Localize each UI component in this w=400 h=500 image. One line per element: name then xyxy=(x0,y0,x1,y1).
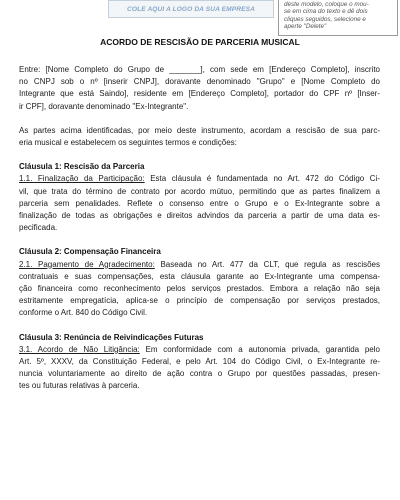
clause-3 xyxy=(19,332,380,393)
paragraph-line xyxy=(19,173,380,185)
logo-placeholder xyxy=(108,0,274,18)
instruction-note-line: se em cima do texto e dê dois xyxy=(284,8,368,16)
subclause-text: Em conformidade com a autonomia privada, garantida pelo xyxy=(139,344,380,354)
clause-heading: Cláusula 1: Rescisão da Parceria xyxy=(19,162,145,172)
clause-1 xyxy=(19,161,380,234)
subclause-label: 2.1. Pagamento de Agradecimento: xyxy=(19,259,155,269)
paragraph-line: conforme o Art. 840 do Código Civil. xyxy=(19,308,148,318)
clause-heading: Cláusula 2: Compensação Financeira xyxy=(19,247,161,257)
paragraph-line xyxy=(19,259,380,271)
paragraph-line: no CNPJ sob o nº [inserir CNPJ], doravante denominado "Grupo" e [Nome Completo do xyxy=(19,77,380,87)
paragraph-line: Entre: [Nome Completo do Grupo de _______], com sede em [Endereço Completo], inscrito xyxy=(19,65,380,74)
paragraph-line: parceria sem penalidades. Reflete o consenso entre o Grupo e o Ex-Integrante sobre a xyxy=(19,198,380,208)
subclause-text: Baseada no Art. 477 da CLT, que regula as rescisões xyxy=(154,259,381,269)
subclause-text: Esta cláusula é fundamentada no Art. 472 do Código Ci- xyxy=(144,174,380,184)
paragraph-line: finalização de todas as obrigações e direitos advindos da parceria a partir de uma data es- xyxy=(19,211,380,221)
instruction-note xyxy=(278,0,398,36)
clause-text xyxy=(19,344,380,393)
paragraph-line: ir CPF], doravante denominado "Ex-Integrante". xyxy=(19,101,189,111)
clause-text xyxy=(19,259,380,320)
instruction-note-line: cliques seguidos, selecione e xyxy=(284,15,366,23)
agreement-paragraph xyxy=(19,125,380,149)
paragraph-line: vil, que trata do término de contrato por acordo mútuo, permitindo que as partes finalizem a xyxy=(19,186,380,196)
paragraph-line: pecificada. xyxy=(19,223,58,233)
paragraph-line: eria musical e estabelecem os seguintes termos e condições: xyxy=(19,138,237,148)
paragraph-line: contratuais e suas compensações, esta cláusula garante ao Ex-Integrante uma compensa- xyxy=(19,271,380,281)
paragraph-line: nuncia voluntariamente ao direito de ação contra o Grupo por questões passadas, presen- xyxy=(19,369,380,379)
paragraph-line: estritamente empregatícia, aplica-se o princípio de compensação por serviços prestados, xyxy=(19,296,380,306)
parties-paragraph xyxy=(19,64,380,113)
clause-text xyxy=(19,173,380,234)
logo-placeholder-text: COLE AQUI A LOGO DA SUA EMPRESA xyxy=(127,5,255,13)
clause-2 xyxy=(19,246,380,319)
instruction-note-line: aperte "Delete" xyxy=(284,23,327,31)
instruction-note-line: deste modelo, coloque o mou- xyxy=(284,1,369,8)
paragraph-line: Art. 5º, XXXV, da Constituição Federal, e pelo Art. 104 do Código Civil, o Ex-Integrante re- xyxy=(19,357,380,367)
subclause-label: 1.1. Finalização da Participação: xyxy=(19,174,145,184)
clause-heading: Cláusula 3: Renúncia de Reivindicações Futuras xyxy=(19,332,204,342)
paragraph-line: As partes acima identificadas, por meio deste instrumento, acordam a rescisão de sua parc- xyxy=(19,125,380,135)
paragraph-line xyxy=(19,344,380,356)
paragraph-line: tes ou futuras relativas à parceria. xyxy=(19,381,140,391)
document-title: ACORDO DE RESCISÃO DE PARCERIA MUSICAL xyxy=(100,37,300,47)
subclause-label: 3.1. Acordo de Não Litigância: xyxy=(19,344,140,354)
document-body xyxy=(19,64,380,393)
paragraph-line: Integrante que está Saindo], residente em [Endereço Completo], portador do CPF nº [Inser- xyxy=(19,89,380,99)
paragraph-line: ção financeira como reconhecimento pelos serviços prestados. Embora a relação não seja xyxy=(19,284,380,294)
